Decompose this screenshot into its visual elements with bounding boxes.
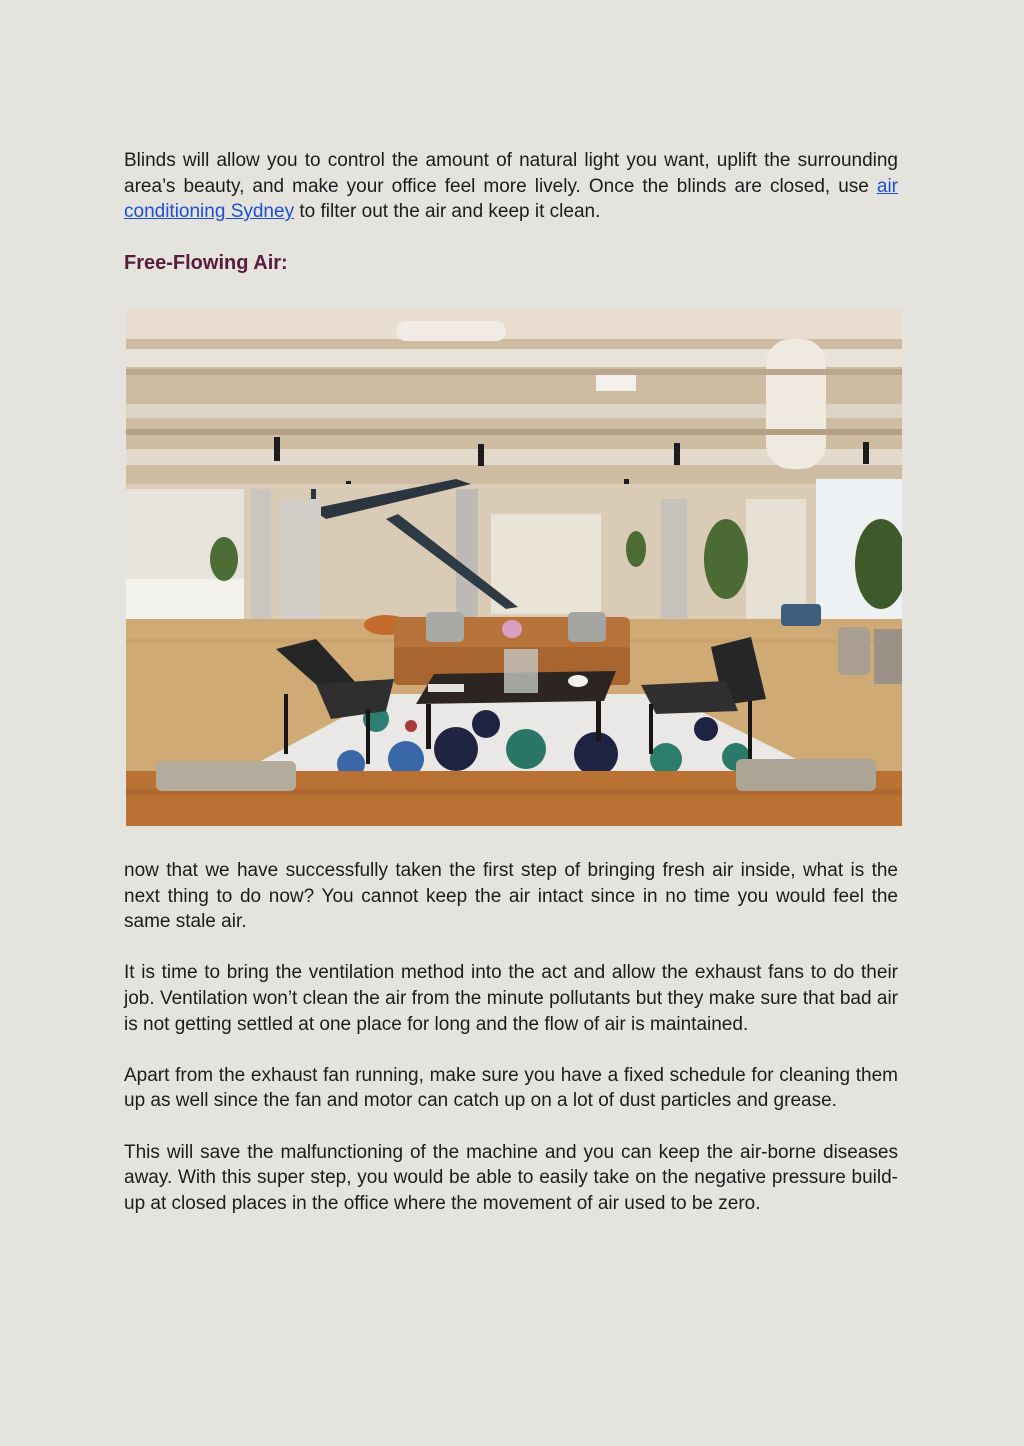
paragraph-4: This will save the malfunctioning of the machine and you can keep the air-borne diseases away. With this super step, you would be able to easily take on the negative pressure build-up at closed places in the office where the movement of air used to be zero. <box>124 1141 898 1214</box>
intro-text-after-link: to filter out the air and keep it clean. <box>294 201 601 223</box>
intro-text-before-link: Blinds will allow you to control the amount of natural light you want, uplift the surrounding area’s beauty, and make your office feel more lively. Once the blinds are closed, use <box>124 150 898 197</box>
air-conditioning-link[interactable]: air conditioning Sydney <box>124 175 898 223</box>
office-lounge-illustration <box>126 309 902 826</box>
paragraph-2: It is time to bring the ventilation method into the act and allow the exhaust fans to do their job. Ventilation won’t clean the air from the minute pollutants but they make sure that bad air is not getting settled at one place for long and the flow of air is maintained. <box>124 962 898 1035</box>
intro-block <box>124 148 898 225</box>
section-heading: Free-Flowing Air: <box>124 252 288 274</box>
paragraph-1: now that we have successfully taken the first step of bringing fresh air inside, what is the next thing to do now? You cannot keep the air intact since in no time you would feel the same stale air. <box>124 860 898 933</box>
office-lounge-photo <box>126 309 902 826</box>
body-paragraphs <box>124 858 898 1242</box>
intro-paragraph <box>124 148 898 225</box>
paragraph-3: Apart from the exhaust fan running, make sure you have a fixed schedule for cleaning them up as well since the fan and motor can catch up on a lot of dust particles and grease. <box>124 1064 898 1112</box>
